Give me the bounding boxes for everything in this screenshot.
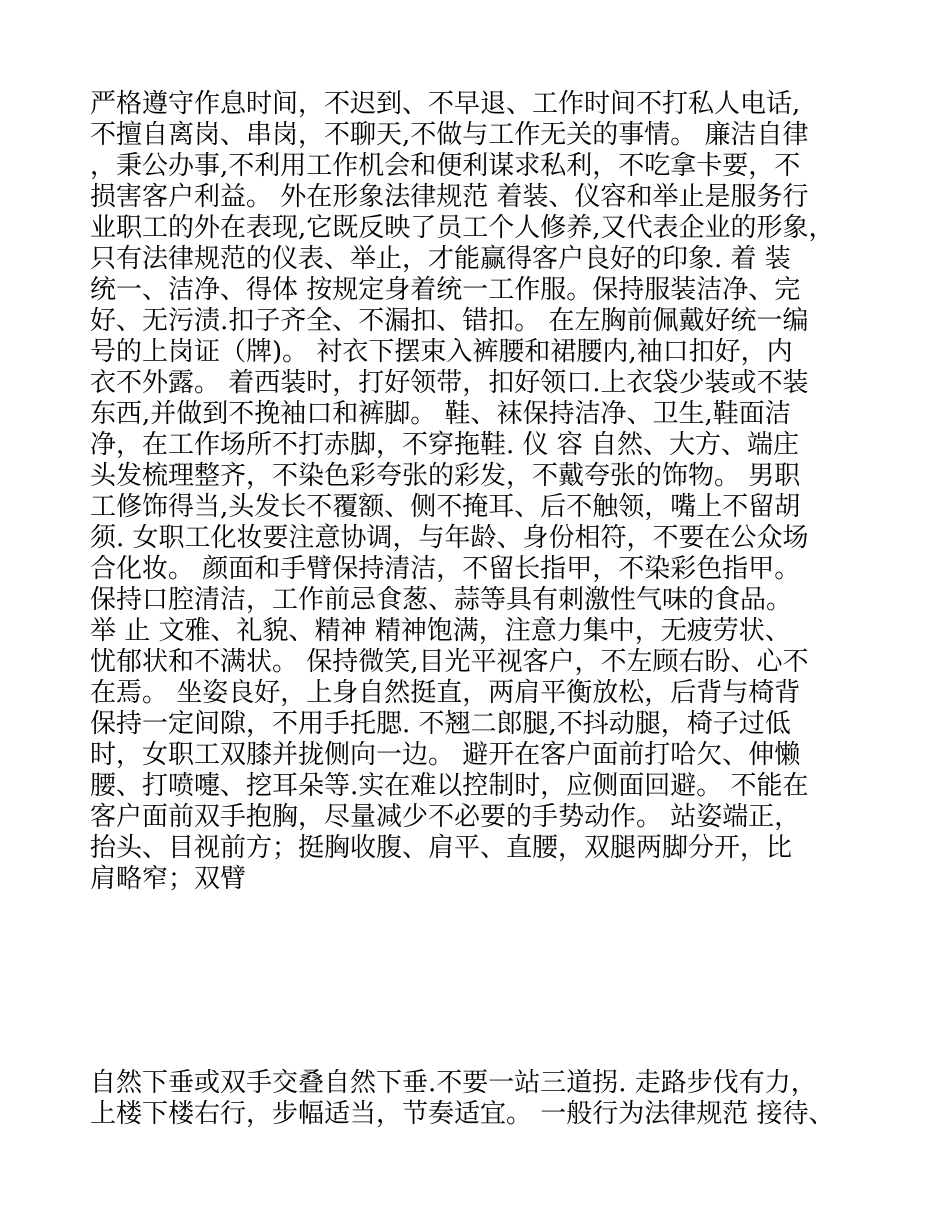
text-line: 在焉。 坐姿良好，上身自然挺直，两肩平衡放松，后背与椅背 (90, 678, 801, 708)
text-line: 保持口腔清洁，工作前忌食葱、蒜等具有刺激性气味的食品。 (90, 585, 793, 615)
text-line: 上楼下楼右行，步幅适当，节奏适宜。 一般行为法律规范 接待、 (90, 1099, 835, 1129)
text-line: 只有法律规范的仪表、举止，才能赢得客户良好的印象. 着 装 (90, 244, 791, 274)
text-line: 合化妆。 颜面和手臂保持清洁，不留长指甲，不染彩色指甲。 (90, 554, 801, 584)
text-line: 统一、洁净、得体 按规定身着统一工作服。保持服装洁净、完 (90, 275, 801, 305)
text-line: ，秉公办事,不利用工作机会和便利谋求私利，不吃拿卡要，不 (90, 151, 801, 181)
text-line: 头发梳理整齐，不染色彩夸张的彩发，不戴夸张的饰物。 男职 (90, 461, 801, 491)
text-line: 保持一定间隙，不用手托腮. 不翘二郎腿,不抖动腿，椅子过低 (90, 709, 791, 739)
text-line: 业职工的外在表现,它既反映了员工个人修养,又代表企业的形象， (90, 213, 835, 243)
text-line: 忧郁状和不满状。 保持微笑,目光平视客户，不左顾右盼、心不 (90, 647, 809, 677)
text-line: 抬头、目视前方；挺胸收腹、肩平、直腰，双腿两脚分开，比 (90, 833, 793, 863)
text-line: 腰、打喷嚏、挖耳朵等.实在难以控制时，应侧面回避。 不能在 (90, 771, 809, 801)
text-line: 严格遵守作息时间，不迟到、不早退、工作时间不打私人电话, (90, 89, 801, 119)
body-paragraph-1 (90, 89, 880, 895)
text-line: 号的上岗证（牌)。 衬衣下摆束入裤腰和裙腰内,袖口扣好，内 (90, 337, 793, 367)
text-line: 好、无污渍.扣子齐全、不漏扣、错扣。 在左胸前佩戴好统一编 (90, 306, 809, 336)
text-line: 客户面前双手抱胸，尽量减少不必要的手势动作。 站姿端正， (90, 802, 801, 832)
body-paragraph-2 (90, 1068, 880, 1130)
text-line: 净，在工作场所不打赤脚，不穿拖鞋. 仪 容 自然、大方、端庄 (90, 430, 800, 460)
text-line: 须. 女职工化妆要注意协调，与年龄、身份相符，不要在公众场 (90, 523, 809, 553)
text-line: 东西,并做到不挽袖口和裤脚。 鞋、袜保持洁净、卫生,鞋面洁 (90, 399, 791, 429)
text-line: 损害客户利益。 外在形象法律规范 着装、仪容和举止是服务行 (90, 182, 809, 212)
text-line: 工修饰得当,头发长不覆额、侧不掩耳、后不触领，嘴上不留胡 (90, 492, 801, 522)
text-line: 衣不外露。 着西装时，打好领带，扣好领口.上衣袋少装或不装 (90, 368, 809, 398)
text-line: 不擅自离岗、串岗，不聊天,不做与工作无关的事情。 廉洁自律 (90, 120, 809, 150)
text-line: 举 止 文雅、礼貌、精神 精神饱满，注意力集中，无疲劳状、 (90, 616, 791, 646)
text-line: 自然下垂或双手交叠自然下垂.不要一站三道拐. 走路步伐有力， (90, 1068, 817, 1098)
text-line: 时，女职工双膝并拢侧向一边。 避开在客户面前打哈欠、伸懒 (90, 740, 801, 770)
text-line: 肩略窄；双臂 (90, 864, 247, 894)
